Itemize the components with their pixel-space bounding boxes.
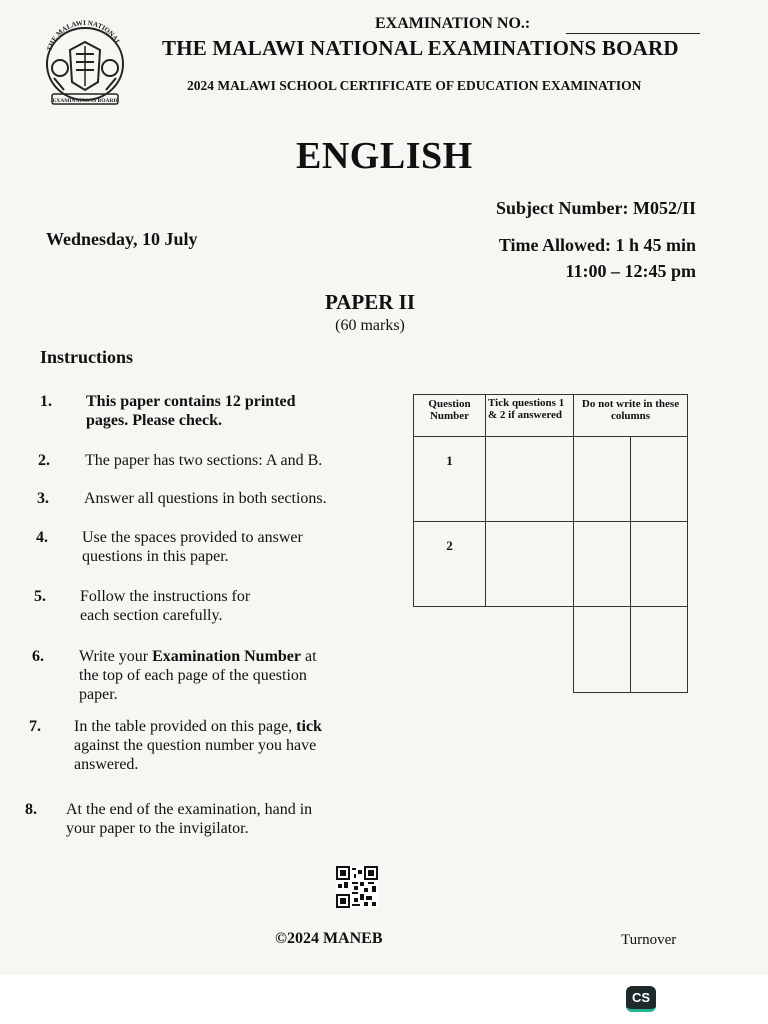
instruction-number: 3. [37, 490, 49, 507]
subject-number: Subject Number: M052/II [496, 198, 696, 218]
svg-text:EXAMINATIONS BOARD: EXAMINATIONS BOARD [52, 98, 118, 104]
question-number-cell: 1 [414, 437, 486, 522]
instruction-number: 4. [36, 529, 48, 546]
instruction-item [34, 587, 354, 627]
instruction-number: 2. [38, 452, 50, 469]
copyright-notice: ©2024 MANEB [275, 930, 383, 947]
instruction-item [29, 717, 369, 777]
instruction-item [38, 451, 368, 471]
instruction-line: your paper to the invigilator. [66, 820, 249, 837]
instruction-line: At the end of the examination, hand in [66, 801, 313, 818]
time-range: 11:00 – 12:45 pm [565, 261, 696, 281]
empty-cell [414, 607, 486, 693]
paper-label: PAPER II [324, 290, 416, 314]
turnover-label: Turnover [621, 932, 677, 948]
instruction-line: Follow the instructions for [80, 588, 251, 605]
instruction-line: questions in this paper. [82, 548, 229, 565]
examiner-total-cell [631, 607, 688, 693]
examination-number-label: EXAMINATION NO.: [375, 15, 531, 32]
subject-title: ENGLISH [296, 135, 473, 177]
examiner-cell [574, 522, 631, 607]
tick-table [413, 394, 688, 693]
table-row [414, 607, 688, 693]
instruction-line: This paper contains 12 printed [86, 393, 296, 410]
instruction-item [25, 800, 365, 840]
instruction-line: paper. [79, 686, 118, 703]
total-marks: (60 marks) [335, 317, 405, 334]
maneb-crest-logo [40, 20, 130, 112]
instruction-number: 8. [25, 801, 37, 818]
instruction-line: Write your Examination Number at [79, 648, 317, 665]
instruction-item [32, 647, 362, 707]
tick-cell[interactable] [486, 437, 574, 522]
instruction-number: 7. [29, 718, 41, 735]
instruction-line: Answer all questions in both sections. [84, 490, 327, 507]
instruction-number: 6. [32, 648, 44, 665]
instruction-line: Use the spaces provided to answer [82, 529, 303, 546]
examiner-cell [631, 522, 688, 607]
header-do-not-write: Do not write in these columns [574, 395, 688, 437]
instruction-line: against the question number you have [74, 737, 317, 754]
instruction-item [40, 392, 360, 432]
table-row [414, 437, 688, 522]
question-number-cell: 2 [414, 522, 486, 607]
instruction-line: pages. Please check. [86, 412, 222, 429]
instruction-line: the top of each page of the question [79, 667, 307, 684]
instructions-heading: Instructions [40, 347, 134, 367]
exam-date: Wednesday, 10 July [46, 229, 198, 249]
instruction-line: answered. [74, 756, 139, 773]
tick-cell[interactable] [486, 522, 574, 607]
qr-code-icon [336, 866, 378, 908]
header-question-number: Question Number [414, 395, 486, 437]
header-tick-questions: Tick questions 1 & 2 if answered [486, 395, 574, 437]
instruction-number: 5. [34, 588, 46, 605]
time-allowed: Time Allowed: 1 h 45 min [498, 235, 696, 255]
instruction-number: 1. [40, 393, 52, 410]
examiner-total-cell [574, 607, 631, 693]
instruction-item [37, 489, 367, 509]
examiner-cell [574, 437, 631, 522]
svg-text:THE MALAWI NATIONAL: THE MALAWI NATIONAL [45, 20, 123, 52]
certificate-title: 2024 MALAWI SCHOOL CERTIFICATE OF EDUCATION EXAMINATION [187, 78, 642, 93]
board-name: THE MALAWI NATIONAL EXAMINATIONS BOARD [162, 36, 679, 60]
examination-number-field[interactable] [566, 33, 700, 34]
examiner-cell [631, 437, 688, 522]
camscanner-badge: CS [626, 986, 656, 1012]
table-row [414, 522, 688, 607]
instruction-item [36, 528, 356, 568]
instruction-line: each section carefully. [80, 607, 223, 624]
instruction-line: The paper has two sections: A and B. [85, 452, 323, 469]
instruction-line: In the table provided on this page, tick [74, 718, 322, 735]
empty-cell [486, 607, 574, 693]
